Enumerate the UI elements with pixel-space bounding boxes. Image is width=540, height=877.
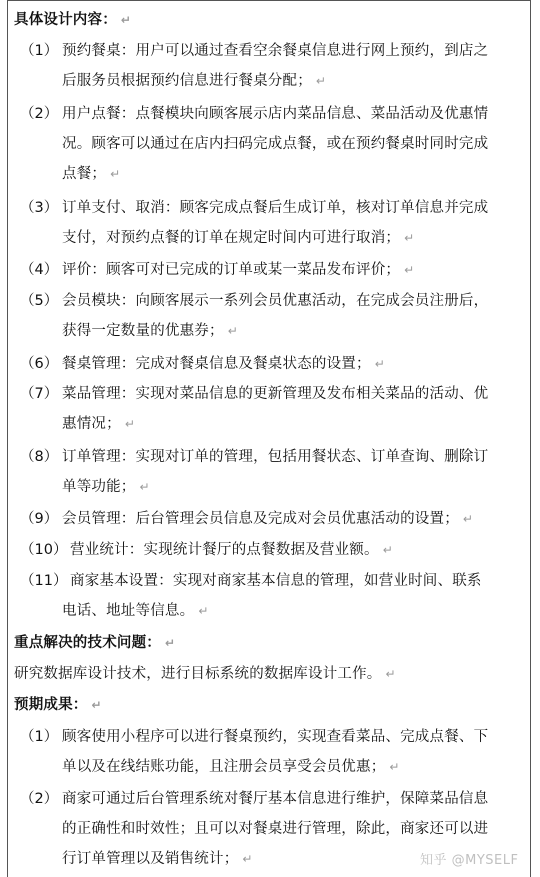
list-item-line	[62, 41, 488, 61]
list-item-line	[62, 134, 488, 154]
section-title-tech	[14, 633, 175, 653]
list-item-line	[62, 727, 488, 747]
paragraph-mark: ↵	[120, 13, 132, 27]
list-number: （10）	[20, 542, 68, 558]
line-text: 会员管理：后台管理会员信息及完成对会员优惠活动的设置；	[62, 511, 459, 527]
line-text: 电话、地址等信息。	[62, 603, 195, 619]
paragraph-mark: ↵	[385, 667, 396, 681]
watermark: 知乎 @MYSELF	[420, 853, 519, 868]
list-number: （9）	[20, 511, 59, 527]
paragraph-mark: ↵	[389, 760, 400, 774]
list-number: （11）	[20, 573, 68, 589]
paragraph-mark: ↵	[91, 698, 102, 712]
line-text: 行订单管理以及销售统计；	[62, 851, 239, 867]
paragraph-mark: ↵	[404, 231, 415, 245]
list-item-line	[62, 601, 209, 621]
list-item-line	[62, 71, 326, 91]
list-item-line	[62, 198, 488, 218]
line-text: 订单支付、取消：顾客完成点餐后生成订单，核对订单信息并完成	[62, 200, 489, 216]
line-text: 营业统计：实现统计餐厅的点餐数据及营业额。	[70, 542, 379, 558]
list-item-line	[70, 571, 482, 591]
list-item-line	[62, 164, 120, 184]
line-text: 获得一定数量的优惠券；	[62, 323, 224, 339]
list-number: （1）	[20, 729, 59, 745]
list-item-line	[62, 849, 253, 869]
list-item-line	[62, 414, 135, 434]
paragraph-mark: ↵	[139, 480, 150, 494]
line-text: 商家基本设置：实现对商家基本信息的管理，如营业时间、联系	[70, 573, 482, 589]
line-text: 顾客使用小程序可以进行餐桌预约，实现查看菜品、完成点餐、下	[62, 729, 489, 745]
list-item-line	[62, 354, 385, 374]
line-text: 订单管理：实现对订单的管理，包括用餐状态、订单查询、删除订	[62, 449, 489, 465]
line-text: 单以及在线结账功能，且注册会员享受会员优惠；	[62, 759, 386, 775]
section-title-results	[14, 695, 102, 715]
line-text: 后服务员根据预约信息进行餐桌分配；	[62, 73, 312, 89]
list-number: （6）	[20, 356, 59, 372]
list-item-line	[62, 260, 414, 280]
paragraph-mark: ↵	[382, 543, 393, 557]
line-text: 评价：顾客可对已完成的订单或某一菜品发布评价；	[62, 262, 401, 278]
list-item-line	[62, 447, 488, 467]
list-item-line	[62, 509, 473, 529]
list-number: （2）	[20, 791, 59, 807]
paragraph-mark: ↵	[198, 604, 209, 618]
line-text: 具体设计内容：	[14, 12, 117, 28]
line-text: 商家可通过后台管理系统对餐厅基本信息进行维护，保障菜品信息	[62, 791, 489, 807]
list-item-line	[62, 819, 488, 839]
line-text: 点餐；	[62, 166, 107, 182]
line-text: 预约餐桌：用户可以通过查看空余餐桌信息进行网上预约，到店之	[62, 43, 489, 59]
paragraph-mark: ↵	[227, 324, 238, 338]
list-number: （7）	[20, 386, 59, 402]
list-item-line	[70, 540, 393, 560]
list-number: （1）	[20, 43, 59, 59]
line-text: 研究数据库设计技术，进行目标系统的数据库设计工作。	[14, 666, 382, 682]
line-text: 况。顾客可以通过在店内扫码完成点餐，或在预约餐桌时同时完成	[62, 136, 489, 152]
paragraph-mark: ↵	[404, 263, 415, 277]
paragraph-mark: ↵	[124, 417, 136, 431]
list-item-line	[62, 104, 488, 124]
line-text: 惠情况；	[62, 416, 121, 432]
list-item-line	[62, 321, 238, 341]
list-item-line	[62, 757, 400, 777]
list-item-line	[62, 789, 488, 809]
paragraph-mark: ↵	[165, 636, 176, 650]
line-text: 预期成果：	[14, 697, 88, 713]
line-text: 支付，对预约点餐的订单在规定时间内可进行取消；	[62, 230, 401, 246]
list-item-line	[62, 291, 488, 311]
list-number: （5）	[20, 293, 59, 309]
list-item-line	[62, 228, 414, 248]
tech-text	[14, 664, 396, 684]
list-number: （3）	[20, 200, 59, 216]
line-text: 用户点餐：点餐模块向顾客展示店内菜品信息、菜品活动及优惠情	[62, 106, 489, 122]
line-text: 菜品管理：实现对菜品信息的更新管理及发布相关菜品的活动、优	[62, 386, 489, 402]
line-text: 单等功能；	[62, 479, 136, 495]
list-item-line	[62, 384, 488, 404]
list-number: （8）	[20, 449, 59, 465]
list-number: （2）	[20, 106, 59, 122]
line-text: 重点解决的技术问题：	[14, 635, 161, 651]
list-number: （4）	[20, 262, 59, 278]
line-text: 餐桌管理：完成对餐桌信息及餐桌状态的设置；	[62, 356, 371, 372]
paragraph-mark: ↵	[462, 512, 474, 526]
paragraph-mark: ↵	[374, 357, 385, 371]
line-text: 的正确性和时效性；且可以对餐桌进行管理，除此，商家还可以进	[62, 821, 489, 837]
line-text: 会员模块：向顾客展示一系列会员优惠活动，在完成会员注册后，	[62, 293, 489, 309]
paragraph-mark: ↵	[110, 167, 121, 181]
paragraph-mark: ↵	[242, 852, 253, 866]
paragraph-mark: ↵	[315, 74, 327, 88]
section-title-design	[14, 10, 131, 30]
list-item-line	[62, 477, 150, 497]
